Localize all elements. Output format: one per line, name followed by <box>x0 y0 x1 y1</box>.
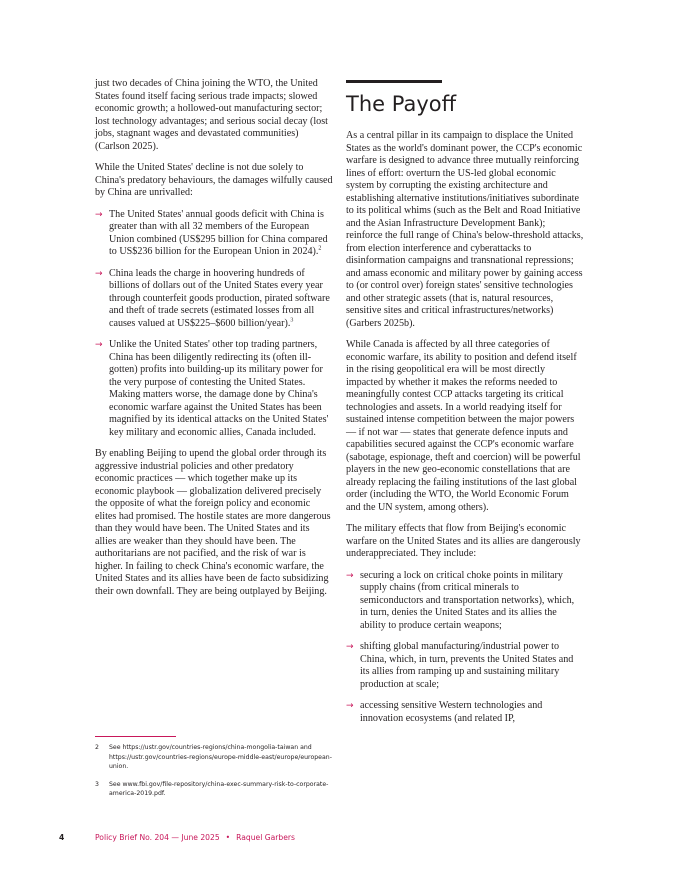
page-number: 4 <box>59 833 65 842</box>
footnote-number: 3 <box>95 780 99 788</box>
list-item: → securing a lock on critical choke points in military supply chains (from critical minerals to semiconductors and transportation networks), which, in turn, denies the United States and its allies the ability to produce certain weapons; <box>346 569 575 631</box>
arrow-right-icon: → <box>95 268 103 279</box>
footnote-text: See www.fbi.gov/file-repository/china-exec-summary-risk-to-corporate-america-2019.pdf. <box>109 780 329 797</box>
body-paragraph: While the United States' decline is not due solely to China's predatory behaviours, the damages wilfully caused by China are unrivalled: <box>95 162 333 198</box>
bullet-list <box>95 209 333 440</box>
body-paragraph: By enabling Beijing to upend the global order through its aggressive industrial policies and other predatory economic practices — which together make up its economic playbook — globalization delivered precisely the opposite of what the foreign policy and economic elites had promised. The hostile states are more dangerous than they would have been. The United States and its allies are weaker than they should have been. The authoritarians are not pacified, and the risk of war is higher. In failing to check China's economic warfare, the United States and its allies have been de facto subsidizing their own downfall. They are being outplayed by Beijing. <box>95 448 331 597</box>
list-item: → The United States' annual goods deficit with China is greater than with all 32 members of the European Union combined (US$295 billion for China compared to US$236 billion for the European Union in 2024).$^2$ <box>95 208 328 257</box>
body-paragraph: The military effects that flow from Beijing's economic warfare on the United States and its allies are dangerously underappreciated. They include: <box>346 523 581 559</box>
list-item: → accessing sensitive Western technologies and innovation ecosystems (and related IP, <box>346 700 543 724</box>
footnotes <box>95 736 335 807</box>
section-heading: The Payoff <box>346 92 457 116</box>
arrow-right-icon: → <box>95 340 103 350</box>
running-footer <box>95 833 295 842</box>
arrow-right-icon: → <box>346 570 354 581</box>
footnote-ref: 2 <box>318 245 322 252</box>
body-paragraph: just two decades of China joining the WTO, the United States found itself facing serious trade impacts; slowed economic growth; a hollowed-out manufacturing sector; lost technology advantages; and serious social decay (lost jobs, stagnant wages and devastated communities) (Carlson 2025). <box>95 78 328 152</box>
arrow-right-icon: → <box>346 701 354 711</box>
footnote-text: See https://ustr.gov/countries-regions/china-mongolia-taiwan and https://ustr.gov/countries-regions/europe-middle-east/europe/european-union. <box>109 744 332 770</box>
body-paragraph: While Canada is affected by all three categories of economic warfare, its ability to position and defend itself in the rising geopolitical era will be most directly impacted by whether it makes the reforms needed to meaningfully contest CCP attacks targeting its critical technologies and assets. In a world readying itself for sustained intense competition between the major powers — if not war — states that generate defence inputs and capabilities secured against the CCP's economic warfare (sabotage, espionage, theft and coercion) will be powerful players in the new geo-economic constellations that are already replacing the failing institutions of the last global order (including the WTO, the World Economic Forum and the UN system, among others). <box>346 339 581 513</box>
footnote-ref: 3 <box>290 317 294 324</box>
heading-rule <box>346 80 442 83</box>
footnote-rule <box>95 736 176 737</box>
list-item: → shifting global manufacturing/industrial power to China, which, in turn, prevents the United States and its allies from ramping up and sustaining military production at scale; <box>346 641 574 690</box>
arrow-right-icon: → <box>95 209 103 220</box>
publication-label: Policy Brief No. 204 — June 2025 <box>95 833 220 842</box>
bullet-separator: • <box>225 833 231 842</box>
footnote <box>95 780 335 799</box>
footnote <box>95 743 335 772</box>
arrow-right-icon: → <box>346 642 354 652</box>
list-item: → Unlike the United States' other top trading partners, China has been diligently redirecting its (often ill-gotten) profits into building-up its military power for the very purpose of contesting the United States. Making matters worse, the damage done by China's economic warfare against the United States has been magnified by its identical attacks on the United States' key military and economic allies, Canada included. <box>95 339 329 438</box>
bullet-list <box>346 570 584 726</box>
body-paragraph: As a central pillar in its campaign to displace the United States as the world's dominant power, the CCP's economic warfare is designed to advance three mutually reinforcing lines of effort: overturn the US-led global economic system by corrupting the existing architecture and establishing alternative institutions/initiatives subordinate to its political whims (such as the Belt and Road Initiative and the Asian Infrastructure Development Bank); reinforce the full range of China's below-threshold attacks, from election interference and cyberattacks to disinformation campaigns and transnational repressions; and amass economic and military power by gaining access to (or control over) foreign states' sensitive technologies and other strategic assets (that is, natural resources, sensitive sites and critical infrastructures/networks) (Garbers 2025b). <box>346 130 584 329</box>
list-item: → China leads the charge in hoovering hundreds of billions of dollars out of the United States every year through counterfeit goods production, pirated software and theft of trade secrets (estimated losses from all causes valued at US$225–$600 billion/year).$^3$ <box>95 267 330 329</box>
author-label: Raquel Garbers <box>236 833 295 842</box>
right-column <box>346 78 584 734</box>
footnote-number: 2 <box>95 744 99 751</box>
left-column <box>95 78 333 607</box>
